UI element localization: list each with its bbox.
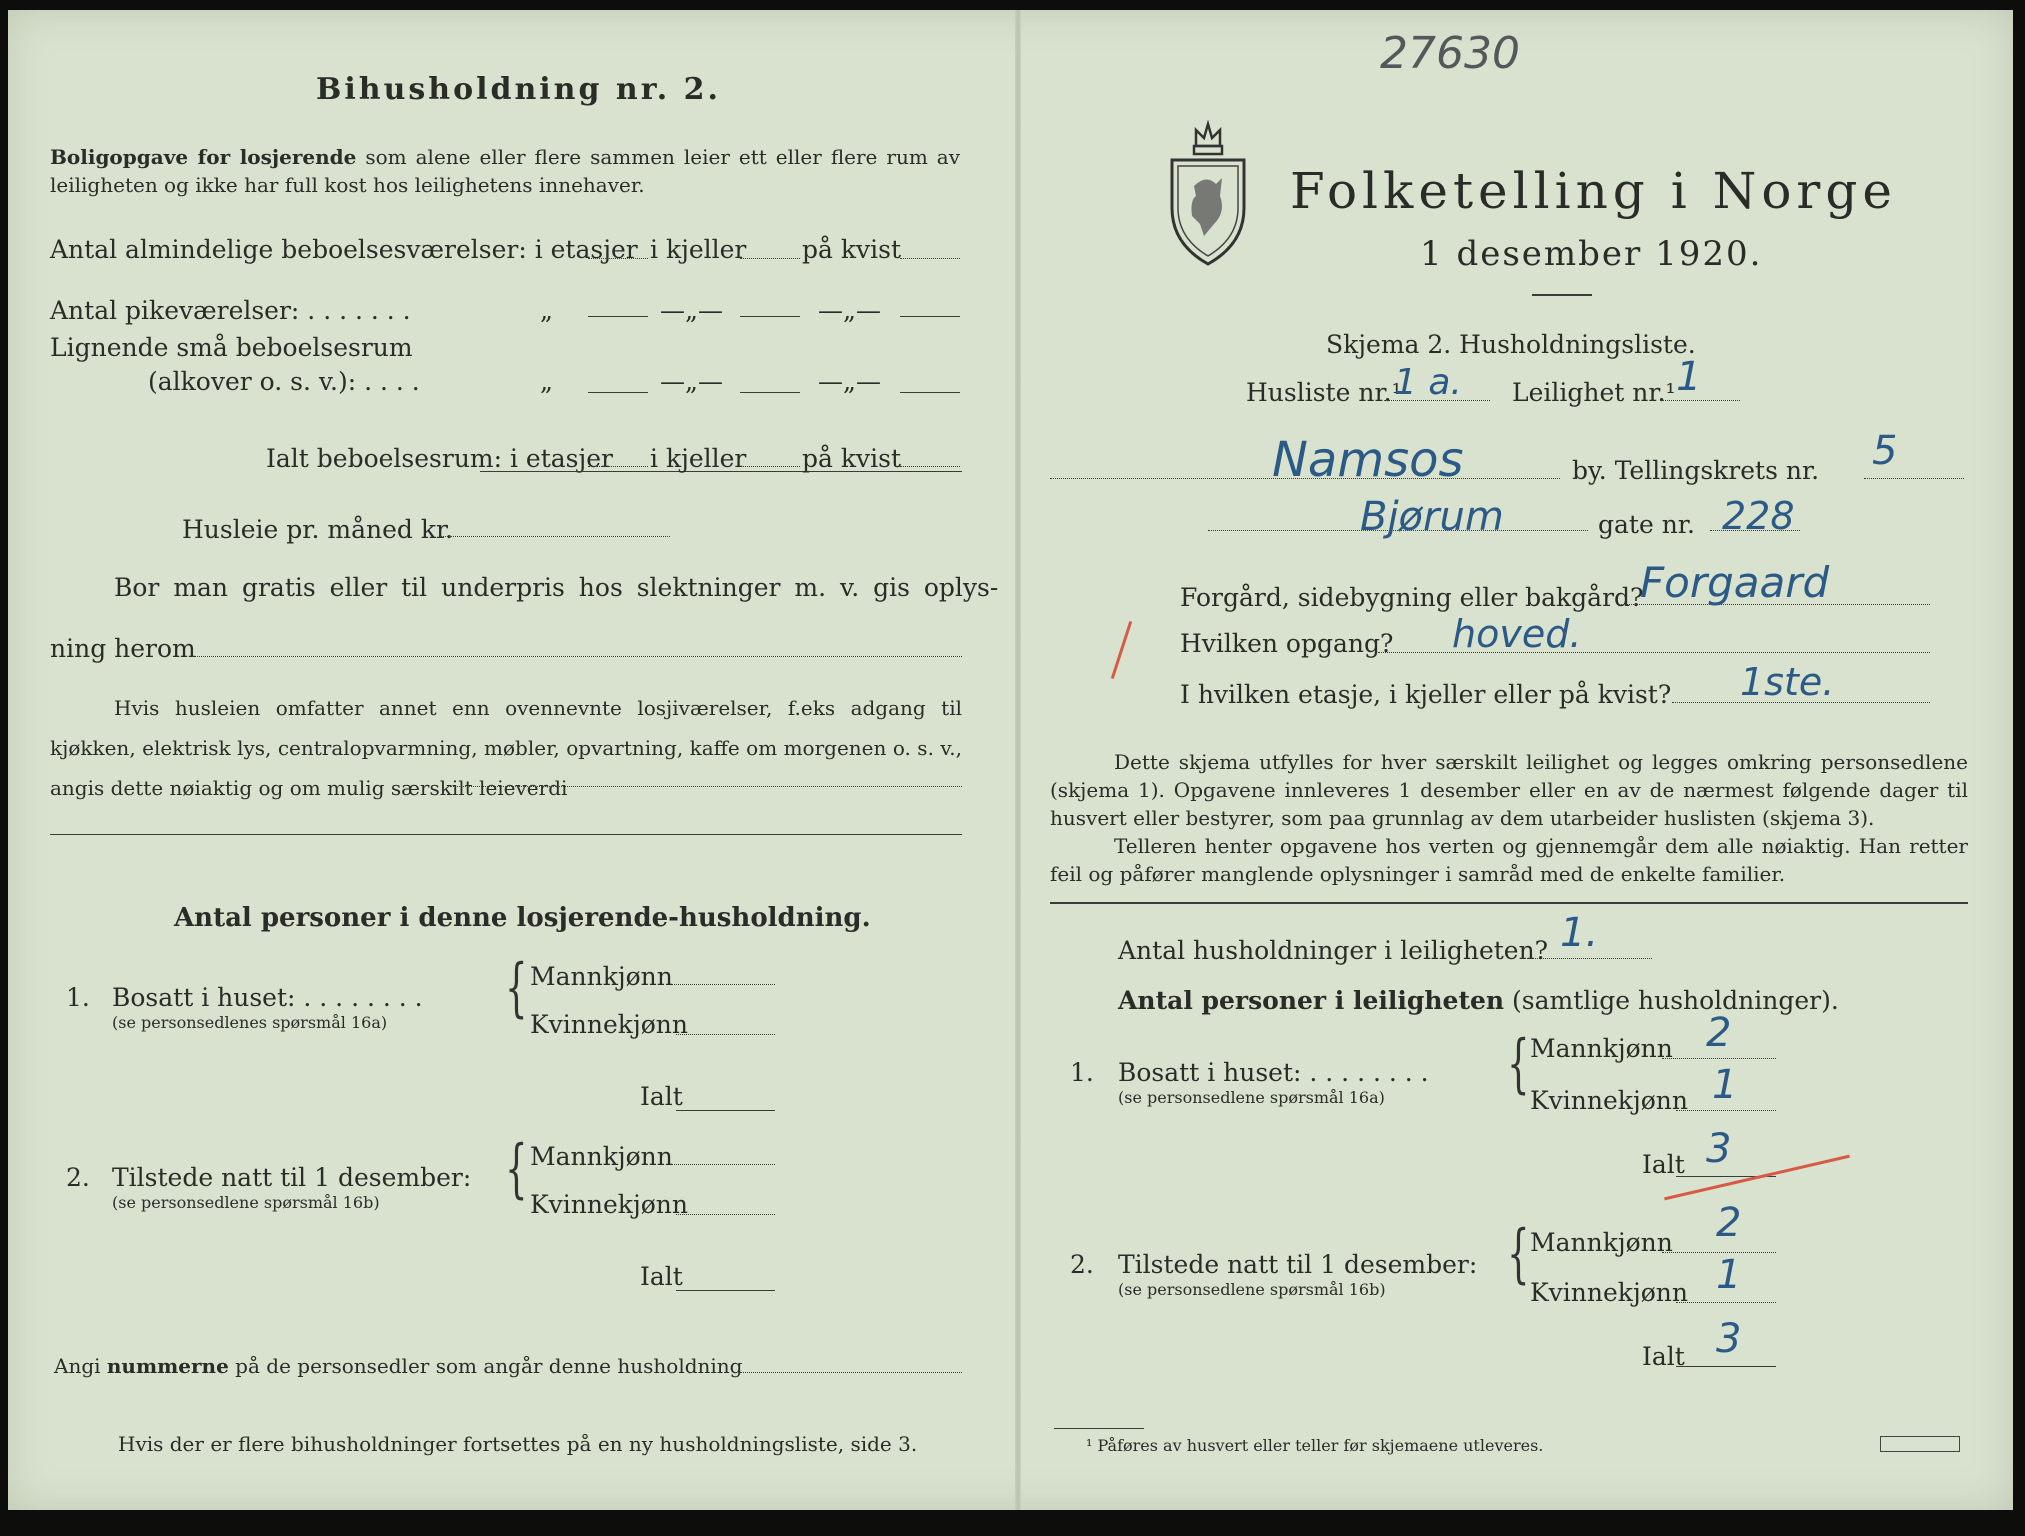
left-q1-mann-field[interactable] bbox=[670, 984, 775, 985]
right-q1-mann-label: Mannkjønn bbox=[1530, 1034, 1673, 1063]
left-q2-sub: (se personsedlene spørsmål 16b) bbox=[112, 1193, 380, 1212]
footnote-rule bbox=[1054, 1428, 1144, 1429]
ialt-rooms-label: Ialt beboelsesrum: i etasjer bbox=[266, 444, 614, 473]
leilighet-field[interactable] bbox=[1660, 400, 1740, 401]
angi-bold: nummerne bbox=[106, 1354, 229, 1378]
forgaard-value: Forgaard bbox=[1640, 558, 1830, 607]
pike-ditto-3: —„— bbox=[818, 296, 881, 325]
opgang-value: hoved. bbox=[1452, 612, 1582, 656]
right-q2-ialt-value: 3 bbox=[1716, 1316, 1742, 1362]
left-q1-mann-label: Mannkjønn bbox=[530, 962, 673, 991]
rooms-kvist-field[interactable] bbox=[900, 258, 960, 259]
lignende-kjeller-field[interactable] bbox=[740, 392, 800, 393]
hvis-field[interactable] bbox=[450, 786, 962, 787]
husliste-label: Husliste nr.¹ bbox=[1246, 378, 1402, 407]
left-q2-num: 2. bbox=[66, 1163, 90, 1192]
rooms-kvist-label: på kvist bbox=[802, 235, 901, 264]
etasje-value: 1ste. bbox=[1740, 660, 1835, 704]
pike-ditto: „ bbox=[540, 296, 553, 325]
pike-kvist-field[interactable] bbox=[900, 316, 960, 317]
rooms-etasjer-field[interactable] bbox=[588, 258, 648, 259]
lignende-label-2: (alkover o. s. v.): . . . . bbox=[148, 367, 420, 396]
instructions-text: Dette skjema utfylles for hver særskilt leilighet og legges omkring personsedlene (skjema 1). Opgavene innleveres 1 desember eller en av de nærmest følgende dager til husvert eller bestyrer, som paa grunnlag av dem utarbeider huslisten (skjema 3). bbox=[1050, 750, 1968, 830]
hvis-text: Hvis husleien omfatter annet enn ovennevnte losjiværelser, f.eks adgang til kjøkken, elektrisk lys, centralopvarmning, møbler, opvartning, kaffe om morgenen o. s. v., angis dette nøiaktig og om mulig særskilt leieverdi bbox=[50, 696, 962, 800]
rooms-kjeller-field[interactable] bbox=[740, 258, 800, 259]
angi-field[interactable] bbox=[740, 1372, 962, 1373]
angi-post: på de personsedler som angår denne husholdning bbox=[228, 1354, 743, 1378]
husleie-field[interactable] bbox=[440, 536, 670, 537]
left-footer: Hvis der er flere bihusholdninger fortsettes på en ny husholdningsliste, side 3. bbox=[118, 1432, 918, 1456]
pike-etasjer-field[interactable] bbox=[588, 316, 648, 317]
pike-kjeller-field[interactable] bbox=[740, 316, 800, 317]
krets-value: 5 bbox=[1872, 428, 1898, 474]
left-q1-label: Bosatt i huset: . . . . . . . . bbox=[112, 983, 423, 1012]
left-q1-sub: (se personsedlenes spørsmål 16a) bbox=[112, 1013, 388, 1032]
hush-value: 1. bbox=[1560, 910, 1599, 956]
section-divider bbox=[1050, 902, 1968, 904]
intro-bold: Boligopgave for losjerende bbox=[50, 145, 357, 169]
left-q2-ialt-label: Ialt bbox=[640, 1262, 683, 1291]
opgang-label: Hvilken opgang? bbox=[1180, 629, 1394, 658]
right-q1-sub: (se personsedlene spørsmål 16a) bbox=[1118, 1088, 1385, 1107]
left-q2-mann-field[interactable] bbox=[670, 1164, 775, 1165]
skjema-label: Skjema 2. Husholdningsliste. bbox=[1326, 330, 1696, 359]
right-q2-kvinne-field[interactable] bbox=[1676, 1302, 1776, 1303]
right-q1-kvinne-field[interactable] bbox=[1676, 1110, 1776, 1111]
leilighet-label: Leilighet nr.¹ bbox=[1512, 378, 1676, 407]
ialt-kjeller-field[interactable] bbox=[740, 466, 800, 467]
rooms-kjeller-label: i kjeller bbox=[650, 235, 747, 264]
page-fold bbox=[1015, 10, 1021, 1510]
rooms-label: Antal almindelige beboelsesværelser: i etasjer bbox=[50, 235, 638, 264]
left-q2-brace: { bbox=[505, 1132, 528, 1206]
printer-stamp bbox=[1880, 1436, 1960, 1452]
hvis-field-2[interactable] bbox=[50, 834, 962, 835]
lignende-etasjer-field[interactable] bbox=[588, 392, 648, 393]
right-q1-label: Bosatt i huset: . . . . . . . . bbox=[1118, 1058, 1429, 1087]
city-value: Namsos bbox=[1272, 432, 1464, 488]
right-q1-kvinne-value: 1 bbox=[1712, 1062, 1738, 1108]
etasje-label: I hvilken etasje, i kjeller eller på kvist? bbox=[1180, 680, 1672, 709]
right-q2-ialt-label: Ialt bbox=[1642, 1342, 1685, 1371]
lignende-ditto: „ bbox=[540, 367, 553, 396]
left-q1-num: 1. bbox=[66, 983, 90, 1012]
lignende-ditto-2: —„— bbox=[660, 367, 723, 396]
bor-text-1: Bor man gratis eller til underpris hos slektninger m. v. gis oplys- bbox=[114, 573, 999, 602]
hush-label: Antal husholdninger i leiligheten? bbox=[1118, 936, 1549, 965]
right-persons-title: Antal personer i leiligheten bbox=[1118, 986, 1505, 1015]
pike-label: Antal pikeværelser: . . . . . . . bbox=[50, 296, 411, 325]
leilighet-value: 1 bbox=[1676, 354, 1702, 400]
angi-pre: Angi bbox=[54, 1354, 107, 1378]
gate-label: gate nr. bbox=[1598, 510, 1695, 539]
hush-field[interactable] bbox=[1522, 958, 1652, 959]
street-value: Bjørum bbox=[1360, 494, 1504, 540]
instructions-text-2: Telleren henter opgavene hos verten og gjennemgår dem alle nøiaktig. Han retter feil og påfører manglende oplysninger i samråd med de enkelte familier. bbox=[1050, 834, 1968, 886]
pike-ditto-2: —„— bbox=[660, 296, 723, 325]
right-q1-kvinne-label: Kvinnekjønn bbox=[1530, 1086, 1688, 1115]
ialt-kvist-label: på kvist bbox=[802, 444, 901, 473]
left-q2-label: Tilstede natt til 1 desember: bbox=[112, 1163, 472, 1192]
right-q2-brace: { bbox=[1507, 1217, 1530, 1291]
left-q2-kvinne-field[interactable] bbox=[676, 1214, 775, 1215]
bor-field[interactable] bbox=[192, 656, 962, 657]
bor-text-2: ning herom bbox=[50, 634, 196, 663]
intro-text: som alene eller flere sammen leier ett eller flere rum av leiligheten og ikke har full kost hos leilighetens innehaver. bbox=[50, 145, 960, 197]
left-title: Bihusholdning nr. 2. bbox=[316, 72, 721, 107]
left-q2-kvinne-label: Kvinnekjønn bbox=[530, 1190, 688, 1219]
ialt-kjeller-label: i kjeller bbox=[650, 444, 747, 473]
right-q2-ialt-field[interactable] bbox=[1676, 1366, 1776, 1367]
krets-field[interactable] bbox=[1864, 478, 1964, 479]
forgaard-label: Forgård, sidebygning eller bakgård? bbox=[1180, 583, 1644, 612]
right-q1-ialt-label: Ialt bbox=[1642, 1150, 1685, 1179]
right-q1-ialt-value: 3 bbox=[1706, 1126, 1732, 1172]
right-q1-mann-field[interactable] bbox=[1662, 1058, 1776, 1059]
right-q1-num: 1. bbox=[1070, 1058, 1094, 1087]
coat-of-arms-icon bbox=[1166, 116, 1250, 268]
ialt-kvist-field[interactable] bbox=[900, 466, 960, 467]
left-q1-ialt-field[interactable] bbox=[676, 1110, 775, 1111]
right-q2-mann-value: 2 bbox=[1716, 1200, 1742, 1246]
left-q1-ialt-label: Ialt bbox=[640, 1082, 683, 1111]
right-q2-label: Tilstede natt til 1 desember: bbox=[1118, 1250, 1478, 1279]
husliste-value: 1 a. bbox=[1394, 362, 1462, 403]
census-date: 1 desember 1920. bbox=[1420, 234, 1763, 274]
left-q2-ialt-field[interactable] bbox=[676, 1290, 775, 1291]
left-q2-mann-label: Mannkjønn bbox=[530, 1142, 673, 1171]
right-q2-kvinne-value: 1 bbox=[1716, 1252, 1742, 1298]
lignende-kvist-field[interactable] bbox=[900, 392, 960, 393]
right-q2-num: 2. bbox=[1070, 1250, 1094, 1279]
right-q2-sub: (se personsedlene spørsmål 16b) bbox=[1118, 1280, 1386, 1299]
gate-value: 228 bbox=[1722, 494, 1795, 538]
right-q1-brace: { bbox=[1507, 1027, 1530, 1101]
by-krets-label: by. Tellingskrets nr. bbox=[1572, 456, 1820, 485]
right-persons-title-rest: (samtlige husholdninger). bbox=[1504, 986, 1839, 1015]
left-q1-brace: { bbox=[505, 951, 528, 1025]
left-persons-title: Antal personer i denne losjerende-husholdning. bbox=[174, 903, 871, 933]
left-q1-kvinne-field[interactable] bbox=[676, 1034, 775, 1035]
archive-number: 27630 bbox=[1380, 28, 1520, 79]
right-q1-mann-value: 2 bbox=[1706, 1010, 1732, 1056]
husleie-label: Husleie pr. måned kr. bbox=[182, 515, 454, 544]
right-q2-mann-label: Mannkjønn bbox=[1530, 1228, 1673, 1257]
ialt-etasjer-field[interactable] bbox=[588, 466, 648, 467]
lignende-ditto-3: —„— bbox=[818, 367, 881, 396]
left-q1-kvinne-label: Kvinnekjønn bbox=[530, 1010, 688, 1039]
right-q2-kvinne-label: Kvinnekjønn bbox=[1530, 1278, 1688, 1307]
title-separator bbox=[1532, 294, 1592, 296]
lignende-label-1: Lignende små beboelsesrum bbox=[50, 333, 413, 362]
footnote-text: ¹ Påføres av husvert eller teller før skjemaene utleveres. bbox=[1086, 1436, 1544, 1455]
right-title: Folketelling i Norge bbox=[1290, 162, 1897, 220]
